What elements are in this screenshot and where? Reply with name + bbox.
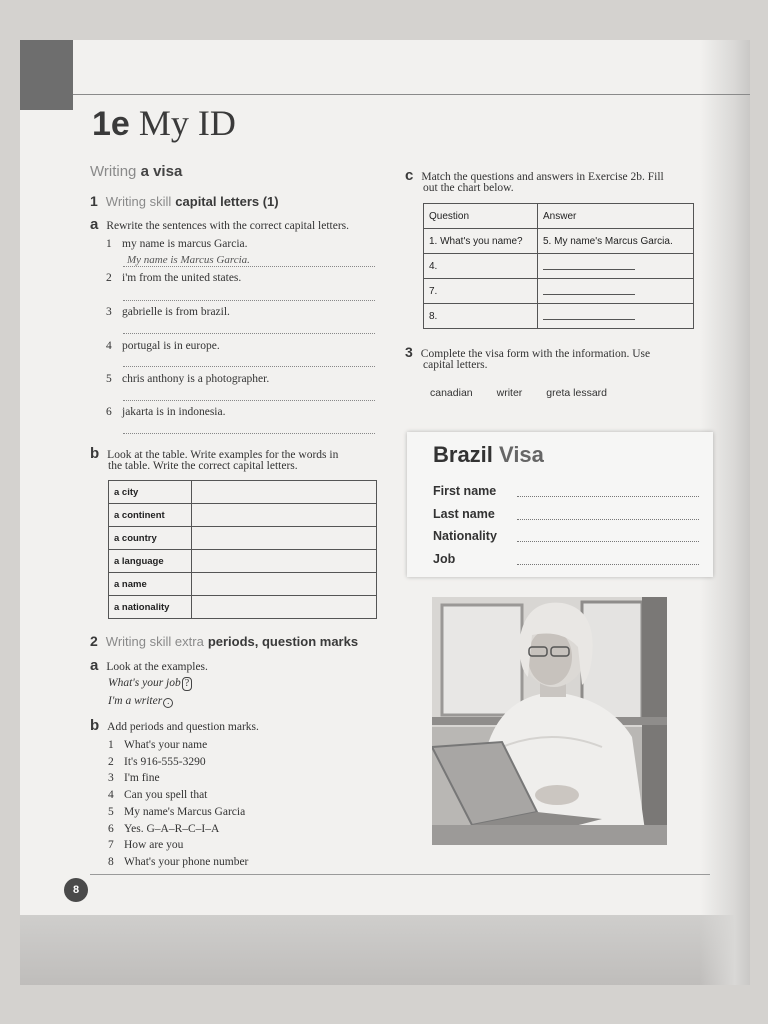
answer-cell[interactable]: [538, 279, 694, 304]
ex2b-letter: b: [90, 717, 100, 734]
answer-line-6[interactable]: [123, 433, 375, 434]
visa-field-label: Last name: [433, 507, 495, 521]
section-heading-main: a visa: [140, 163, 183, 180]
list-item: [106, 306, 230, 318]
item-text: What's your phone number: [124, 855, 249, 868]
word-bank-item: greta lessard: [546, 387, 607, 399]
list-item: [108, 804, 248, 821]
table-row: [109, 573, 377, 596]
ex2a-instruction: [90, 657, 208, 675]
table-row: [109, 596, 377, 619]
item-number: 3: [106, 306, 112, 318]
answer-line-4[interactable]: [123, 366, 375, 367]
ex2b-list: [108, 737, 248, 871]
ex1-skill-label: Writing skill: [105, 194, 172, 209]
ex3-instruction-line2: capital letters.: [423, 359, 488, 371]
top-divider: [73, 94, 750, 95]
table-cell: 8.: [424, 304, 538, 329]
table-row: [109, 527, 377, 550]
ex2c-instruction-line1: Match the questions and answers in Exercise 2b. Fill: [421, 171, 664, 183]
last-name-field[interactable]: [517, 519, 699, 520]
item-number: 5: [106, 373, 112, 385]
answer-cell[interactable]: [538, 254, 694, 279]
list-item: [106, 406, 225, 418]
item-text: My name's Marcus Garcia: [124, 805, 246, 818]
table-row: [109, 550, 377, 573]
item-number: 5: [108, 805, 114, 818]
table-cell: 7.: [424, 279, 538, 304]
answer-line: [543, 309, 635, 320]
list-item: [108, 770, 248, 787]
answer-cell[interactable]: [538, 304, 694, 329]
woman-at-laptop-photo: [432, 597, 667, 845]
visa-title: [433, 442, 544, 468]
table-cell: 1. What's you name?: [424, 229, 538, 254]
table-cell: a nationality: [109, 596, 192, 619]
section-heading: [90, 163, 182, 180]
item-text: What's your name: [124, 739, 208, 751]
word-bank: [430, 383, 627, 401]
ex2-number: 2: [90, 633, 98, 649]
job-field[interactable]: [517, 564, 699, 565]
visa-form: [407, 432, 713, 577]
example-question-text: What's your job: [108, 677, 181, 689]
item-text: Yes. G–A–R–C–I–A: [124, 822, 220, 835]
list-item: [108, 787, 248, 804]
item-number: 2: [106, 272, 112, 284]
table-cell: a continent: [109, 504, 192, 527]
ex3-instruction-line1: Complete the visa form with the information. Use: [420, 348, 651, 360]
page-bottom-shadow: [20, 915, 750, 985]
question-mark-box: ?: [182, 677, 192, 691]
table-header-row: [424, 204, 694, 229]
item-number: 4: [106, 340, 112, 352]
list-item: [106, 373, 269, 385]
ex1b-instruction-line2: the table. Write the correct capital letters.: [108, 460, 298, 472]
item-text: How are you: [124, 839, 184, 852]
ex1-skill-topic: capital letters (1): [175, 194, 279, 209]
item-number: 1: [108, 739, 114, 751]
list-item: [106, 340, 220, 352]
table-row: [424, 304, 694, 329]
item-number: 4: [108, 789, 114, 802]
example-question: [108, 677, 192, 691]
table-row: [424, 254, 694, 279]
item-text: I'm fine: [124, 772, 160, 785]
ex1a-instruction-text: Rewrite the sentences with the correct capital letters.: [106, 220, 350, 232]
item-text: portugal is in europe.: [122, 340, 220, 352]
answer-line: [543, 259, 635, 270]
corner-tab: [20, 40, 73, 110]
nationality-field[interactable]: [517, 541, 699, 542]
ex1b-instruction-line1: Look at the table. Write examples for the words in: [107, 449, 339, 461]
ex2b-instruction: [90, 717, 259, 735]
answer-line-2[interactable]: [123, 300, 375, 301]
visa-title-country: Brazil: [433, 442, 493, 467]
bottom-divider: [90, 874, 710, 875]
item-text: It's 916-555-3290: [124, 755, 206, 768]
item-number: 3: [108, 772, 114, 785]
workbook-page: [20, 40, 750, 985]
item-text: Can you spell that: [124, 789, 208, 802]
ex2a-instruction-text: Look at the examples.: [106, 661, 208, 673]
ex2-skill-topic: periods, question marks: [207, 634, 359, 649]
ex1-number: 1: [90, 193, 98, 209]
item-text: my name is marcus Garcia.: [122, 238, 248, 250]
list-item: [108, 837, 248, 854]
answer-cell[interactable]: [191, 550, 376, 573]
answer-line-5[interactable]: [123, 400, 375, 401]
ex1a-letter: a: [90, 216, 99, 233]
lesson-name: My ID: [138, 103, 236, 143]
ex3-number: 3: [405, 344, 413, 360]
answer-line: [543, 284, 635, 295]
ex2b-instruction-text: Add periods and question marks.: [107, 721, 259, 733]
handwritten-answer: My name is Marcus Garcia.: [127, 254, 250, 266]
table-cell: a country: [109, 527, 192, 550]
answer-cell[interactable]: [191, 527, 376, 550]
period-circle: .: [163, 698, 173, 708]
lesson-title: [92, 102, 236, 144]
item-number: 1: [106, 238, 112, 250]
ex1b-letter: b: [90, 445, 100, 462]
first-name-field[interactable]: [517, 496, 699, 497]
visa-title-word: Visa: [499, 442, 544, 467]
table-row: [424, 229, 694, 254]
answer-line-3[interactable]: [123, 333, 375, 334]
ex1-heading: [90, 193, 279, 211]
ex2c-instruction-line2: out the chart below.: [423, 182, 514, 194]
word-bank-item: canadian: [430, 387, 473, 399]
page-number: 8: [64, 878, 88, 902]
ex2-heading: [90, 633, 358, 651]
ex2a-letter: a: [90, 657, 99, 674]
ex2-skill-label: Writing skill extra: [105, 634, 204, 649]
list-item: [108, 854, 248, 871]
answer-cell[interactable]: [191, 481, 376, 504]
example-statement-text: I'm a writer: [108, 695, 163, 707]
item-number: 7: [108, 839, 114, 852]
visa-field-label: Job: [433, 552, 456, 566]
list-item: [106, 272, 241, 284]
item-number: 6: [106, 406, 112, 418]
item-text: jakarta is in indonesia.: [122, 406, 226, 418]
item-text: i'm from the united states.: [122, 272, 242, 284]
qa-table: [423, 203, 694, 329]
answer-cell[interactable]: [191, 596, 376, 619]
list-item: [106, 238, 248, 250]
list-item: [108, 737, 248, 754]
list-item: [108, 754, 248, 771]
table-row: [109, 504, 377, 527]
item-text: gabrielle is from brazil.: [122, 306, 230, 318]
example-statement: [108, 695, 173, 708]
words-table: [108, 480, 377, 619]
lesson-number: 1e: [92, 105, 130, 143]
table-header: Answer: [538, 204, 694, 229]
visa-field-label: Nationality: [433, 529, 497, 543]
ex2c-letter: c: [405, 167, 414, 184]
item-number: 6: [108, 822, 114, 835]
table-row: [424, 279, 694, 304]
table-cell: a city: [109, 481, 192, 504]
answer-cell[interactable]: [191, 573, 376, 596]
table-header: Question: [424, 204, 538, 229]
visa-field-label: First name: [433, 484, 497, 498]
item-number: 2: [108, 755, 114, 768]
answer-line-1[interactable]: [123, 266, 375, 267]
list-item: [108, 821, 248, 838]
section-heading-prefix: Writing: [90, 163, 137, 180]
word-bank-item: writer: [496, 387, 523, 399]
answer-cell[interactable]: [191, 504, 376, 527]
table-cell: a language: [109, 550, 192, 573]
table-cell: 5. My name's Marcus Garcia.: [538, 229, 694, 254]
item-number: 8: [108, 855, 114, 868]
table-cell: a name: [109, 573, 192, 596]
table-cell: 4.: [424, 254, 538, 279]
ex1a-instruction: [90, 216, 349, 234]
table-row: [109, 481, 377, 504]
item-text: chris anthony is a photographer.: [122, 373, 270, 385]
